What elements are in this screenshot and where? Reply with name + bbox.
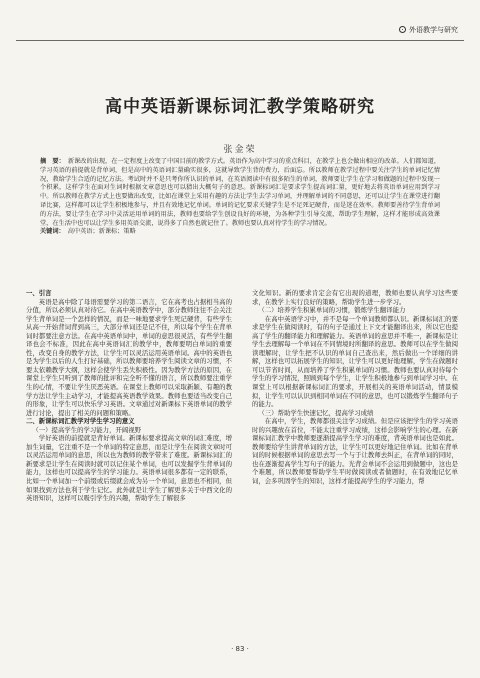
body-column-right [252, 289, 458, 486]
body-paragraph: 在高中英语学习中，并不是每一个单词教师都认识。新课标词汇的要求是学生在做阅读时，有的句子是通过上下文才能翻译出来，所以它也提高了学生的翻译能力和理解能力。英语单词的意思并不唯一，新课标是让学生去理解每一个单词在不同情境时所翻译的意思。教师可以在学生做阅读理解时，让学生把不认识的单词自己查出来，然后做出一个详细的讲解，这样也可以拓展学生的知识，让学生可以更好地理解，学生在做题时可以节省时间，从而培养了学生积累单词的习惯。教师也要认真对待每个学生的学习情况，照顾到每个学生，让学生积极地参与到单词学习中。在课堂上可以根据新课标词汇的要求，开展相关的英语单词活动，情景模拟，让学生可以认识到相同单词在不同的意思，也可以锻炼学生翻译句子的能力。 [252, 314, 458, 409]
bullet-icon [399, 26, 406, 33]
subsection-heading: （一）提高学生的学习能力，开阔视野 [32, 425, 142, 434]
body-paragraph: 在高中，学生，教师都很关注学习成绩。但是应该把学生的学习英语时的兴趣放在首位，不能太注重学习成绩，这样会影响学生的心理。在新课标词汇教学中教师要逐渐提高学生学习的难度，背英语单词也是如此。教师要给学生讲背单词的方法，让学生可以更好地记住单词。比如在背单词的时候根据单词的意思去写一个与于让教师去纠正，在背单词的同时，也在逐渐提高学生写句子的能力。光背会单词不会运用到做题中，这也是个难题，所以教师要帮助学生平时做阅读或者做题时，在有效地记忆单词，会多巩固学生的知识，这样才能提高学生的学习能力，帮 [252, 417, 458, 486]
section-tag [399, 26, 458, 34]
abstract-label: 摘 要： [40, 158, 65, 165]
keywords-line [40, 228, 440, 237]
subsection-heading: （二）培养学生积累单词的习惯，锻炼学生翻译能力 [258, 306, 406, 315]
keywords-label: 关键词： [40, 228, 65, 236]
body-paragraph: 学好英语的前提就是背好单词。新课标要求提高文章的词汇难度，增加生词量，它注重不是一个单词的特定意思，而是让学生在阅读文章时可以灵活运用单词的意思，所以也为教师的教学带来了难度。新课标词汇的新要求是让学生在阅读时就可以记住某个单词，也可以发掘学生背单词的能力，这样也可以提高学生的学习能力。英语单词很多都有一定的联系，比如一个单词加一个前缀或后缀就会成为另一个单词，意思也不相同，但如果找到方法也利于学生记忆。此外就是让学生了解更多关于中西文化的英语知识，这样可以吸引学生的兴趣，帮助学生了解很多 [26, 434, 232, 503]
section-name: 外语教学与研究 [409, 26, 458, 34]
keywords-text: 高中英语；新课标；策略 [67, 228, 136, 236]
body-paragraph: 英语是高中除了母语需要学习的第二语言，它在高考也占据相当高的分值，所以必须认真对待它。在高中英语教学中，部分教师往往不会关注学生背单词是一个怎样的情况，而是一味地要求学生死记硬背，有些学生从高一开始背词背到高三，大部分单词还是记不住，所以每个学生在背单词时都要注意方法。在高中英语单词中，单词的意思很灵活，有些学生翻译也会不标准，因此在高中英语词汇的教学中，教师要明白单词的重要性，改变自身的教学方法，让学生可以灵活运用英语单词。高中的英语也是为学生以后的人生打好基础，所以教师要培养学生阅读文章的习惯，不要太依赖教学大纲，这样会使学生丢失积极性。因为教学方法的原因，在课堂上学生只听到了教师的批评和完全听不懂的语言，所以教师要注重学生的心情，不要让学生厌恶英语。在课堂上教师可以采取新颖、有趣的教学方法让学生主动学习，才能提高英语教学效果。教师也要适当改变自己的形象，让学生可以快乐学习英语。文章通过对新课标下英语单词的教学进行讨论，提出了相关的问题和策略。 [26, 297, 232, 417]
article-author: 张金荣 [223, 145, 257, 155]
page-number: · 83 · [231, 645, 249, 653]
article-title: 高中英语新课标词汇教学策略研究 [105, 97, 375, 117]
body-column-left [26, 289, 232, 503]
abstract-text: 新课改的出现，在一定程度上改变了中国目前的教学方式。英语作为高中学习的重点科目，在教学上也会做出相应的改革。人们都知道，学习英语的前提就是背单词，但是高中的英语词汇量确实很多，这就导致学生背的费力，后面忘。所以教师在教学过程中要关注学生的单词记忆情况，教给学生合适的记忆方法。考试时并不是只考你所认识的单词，在英语阅读中有很多陌生的单词，教师要让学生在学习和做题的过程中发现一个积累，这样学生在面对生词时根据文章意思也可以猜出大概句子的意思。新课标词汇是要求学生提高词汇量，更好地去将英语单词应用到学习中。所以教师在教学方式上也要做出改变，比如在课堂上采用有趣的方法让学生去学习单词，并理解单词的不同意思，还可以让学生在课堂进行翻译比赛，这样都可以让学生积极地参与，并且有效地记忆单词。单词的记忆要求关键学生是不足死记硬背，而是迷在效率。教师要善待学生背单词的方法，要让学生在学习中灵活运用单词的用法，教师也要给学生创设良好的环境，为各种学生引导交流，帮助学生理解，这样才能形成高效课堂，在生活中也可以让学生多用英语交流，说得多了自然也就记住了。教师也要认真对待学生的学习情况。 [40, 158, 441, 227]
subsection-heading: （三）帮助学生快速记忆，提高学习成绩 [258, 408, 374, 417]
page-number-value: 83 [235, 645, 245, 653]
section-heading: 一、引言 [26, 289, 52, 297]
page-header [16, 24, 464, 41]
abstract [40, 158, 440, 237]
body-paragraph: 文化知识。新的要求肯定会有它出现的道理，教师也要认真学习这些要求，在教学上实行良好的策略，帮助学生进一步学习。 [252, 289, 458, 306]
section-heading: 二、新课标词汇教学对学生学习的意义 [26, 417, 135, 426]
